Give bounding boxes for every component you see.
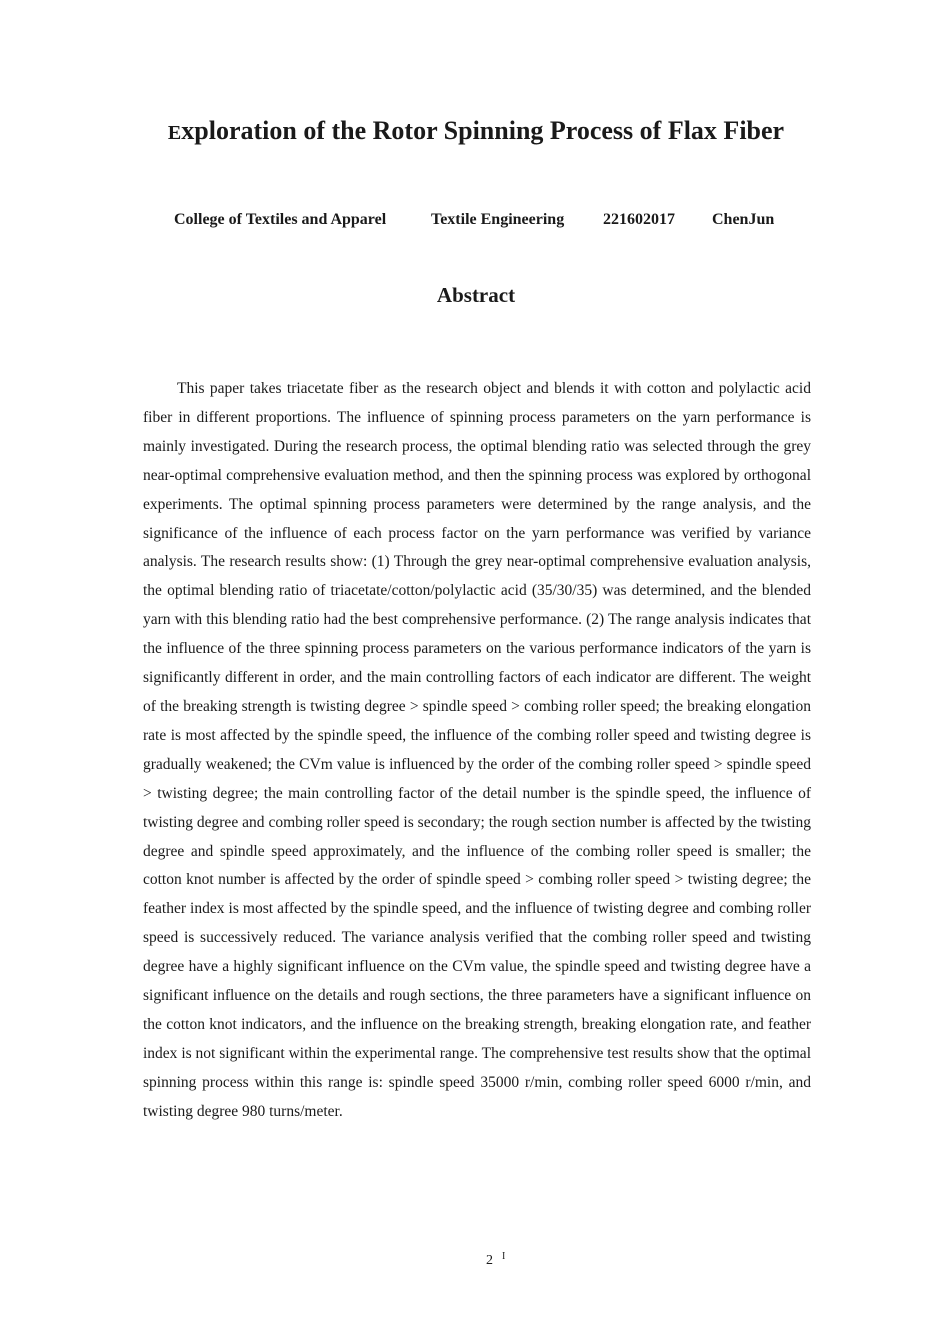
page-marker: I bbox=[502, 1251, 506, 1262]
author-major: Textile Engineering bbox=[431, 211, 565, 228]
abstract-heading: Abstract bbox=[436, 283, 516, 307]
author-name: ChenJun bbox=[712, 211, 775, 228]
title-text: xploration of the Rotor Spinning Process of Flax Fiber bbox=[181, 116, 785, 145]
author-student-id: 221602017 bbox=[603, 211, 675, 228]
abstract-body: This paper takes triacetate fiber as the research object and blends it with cotton and polylactic acid fiber in different proportions. The influence of spinning process parameters on the yarn performance is mainly investigated. During the research process, the optimal blending ratio was selected through the grey near-optimal comprehensive evaluation method, and then the spinning process was explored by orthogonal experiments. The optimal spinning process parameters were determined by the range analysis, and the significance of the influence of each process factor on the yarn performance was verified by variance analysis. The research results show: (1) Through the grey near-optimal comprehensive evaluation analysis, the optimal blending ratio of triacetate/cotton/polylactic acid (35/30/35) was determined, and the blended yarn with this blending ratio had the best comprehensive performance. (2) The range analysis indicates that the influence of the three spinning process parameters on the various performance indicators of the yarn is significantly different in order, and the main controlling factors of each indicator are different. The weight of the breaking strength is twisting degree > spindle speed > combing roller speed; the breaking elongation rate is most affected by the spindle speed, the influence of the combing roller speed and twisting degree is gradually weakened; the CVm value is influenced by the order of the combing roller speed > spindle speed > twisting degree; the main controlling factor of the detail number is the spindle speed, the influence of twisting degree and combing roller speed is secondary; the rough section number is affected by the twisting degree and spindle speed approximately, and the influence of the combing roller speed is smaller; the cotton knot number is affected by the order of spindle speed > combing roller speed > twisting degree; the feather index is most affected by the spindle speed, and the influence of twisting degree and combing roller speed is successively reduced. The variance analysis verified that the combing roller speed and twisting degree have a highly significant influence on the CVm value, the spindle speed and twisting degree have a significant influence on the details and rough sections, the three parameters have a significant influence on the cotton knot indicators, and the influence on the breaking strength, breaking elongation rate, and feather index is not significant within the experimental range. The comprehensive test results show that the optimal spinning process within this range is: spindle speed 35000 r/min, combing roller speed 6000 r/min, and twisting degree 980 turns/meter. bbox=[143, 380, 811, 1120]
paper-title bbox=[160, 114, 792, 150]
author-college: College of Textiles and Apparel bbox=[174, 211, 387, 228]
title-first-letter: E bbox=[167, 122, 182, 144]
page-number: 2 bbox=[486, 1253, 493, 1268]
